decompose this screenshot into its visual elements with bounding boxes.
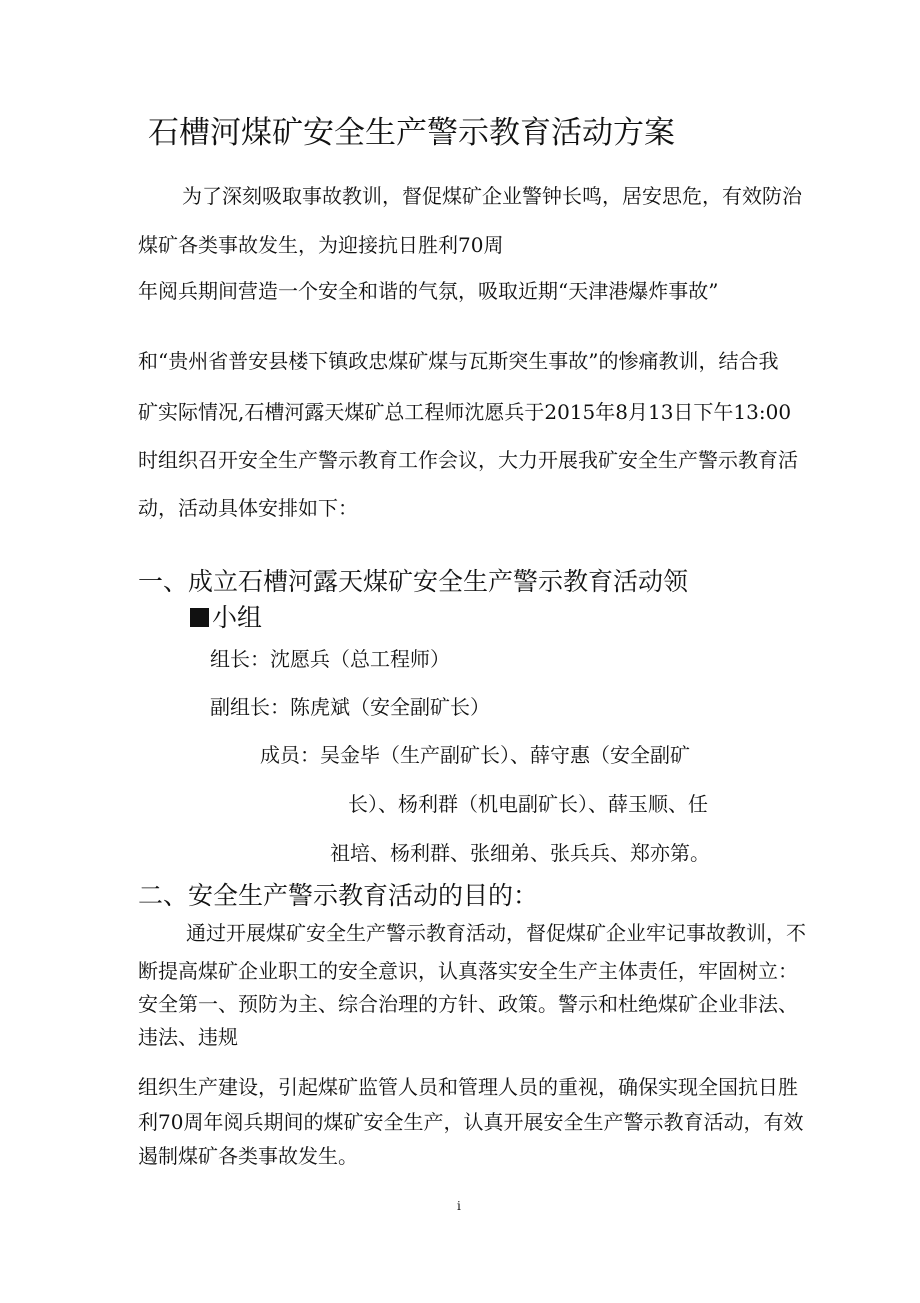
purpose-line-1: 通过开展煤矿安全生产警示教育活动，督促煤矿企业牢记事故教训，不 — [186, 921, 806, 945]
purpose-line-4: 违法、违规 — [138, 1025, 238, 1049]
intro-line-2: 煤矿各类事故发生，为迎接抗日胜利70周 — [138, 233, 504, 257]
group-leader: 组长：沈愿兵（总工程师） — [210, 647, 450, 671]
purpose-line-5: 组织生产建设，引起煤矿监管人员和管理人员的重视，确保实现全国抗日胜 — [138, 1075, 798, 1099]
intro-line-4: 和“贵州省普安县楼下镇政忠煤矿煤与瓦斯突生事故”的惨痛教训，结合我 — [138, 349, 779, 373]
purpose-line-3: 安全第一、预防为主、综合治理的方针、政策。警示和杜绝煤矿企业非法、 — [138, 992, 798, 1016]
document-title: 石槽河煤矿安全生产警示教育活动方案 — [148, 115, 675, 151]
intro-line-5: 矿实际情况,石槽河露天煤矿总工程师沈愿兵于2015年8月13日下午13:00 — [138, 400, 792, 424]
group-members-line-1: 成员：吴金毕（生产副矿长）、薛守惠（安全副矿 — [260, 743, 690, 767]
intro-line-3: 年阅兵期间营造一个安全和谐的气氛，吸取近期“天津港爆炸事故” — [138, 279, 719, 303]
section2-heading: 二、安全生产警示教育活动的目的： — [138, 881, 539, 910]
intro-line-6: 时组织召开安全生产警示教育工作会议，大力开展我矿安全生产警示教育活 — [138, 448, 798, 472]
group-members-line-2: 长）、杨利群（机电副矿长）、薛玉顺、任 — [348, 792, 708, 816]
purpose-line-6: 利70周年阅兵期间的煤矿安全生产，认真开展安全生产警示教育活动，有效 — [138, 1110, 804, 1134]
purpose-line-7: 遏制煤矿各类事故发生。 — [138, 1144, 358, 1168]
intro-line-1: 为了深刻吸取事故教训，督促煤矿企业警钟长鸣，居安思危，有效防治 — [182, 184, 802, 208]
group-members-line-3: 祖培、杨利群、张细弟、张兵兵、郑亦第。 — [330, 841, 710, 865]
section1-heading-cont — [190, 598, 262, 634]
page-number: i — [457, 1199, 461, 1213]
intro-line-7: 动，活动具体安排如下： — [138, 496, 358, 520]
purpose-line-2: 断提高煤矿企业职工的安全意识，认真落实安全生产主体责任，牢固树立： — [138, 959, 798, 983]
section1-heading: 一、成立石槽河露天煤矿安全生产警示教育活动领 — [138, 567, 689, 596]
section1-heading-line2: 小组 — [212, 603, 263, 632]
black-square-icon — [190, 608, 209, 627]
group-deputy: 副组长：陈虎斌（安全副矿长） — [210, 695, 490, 719]
